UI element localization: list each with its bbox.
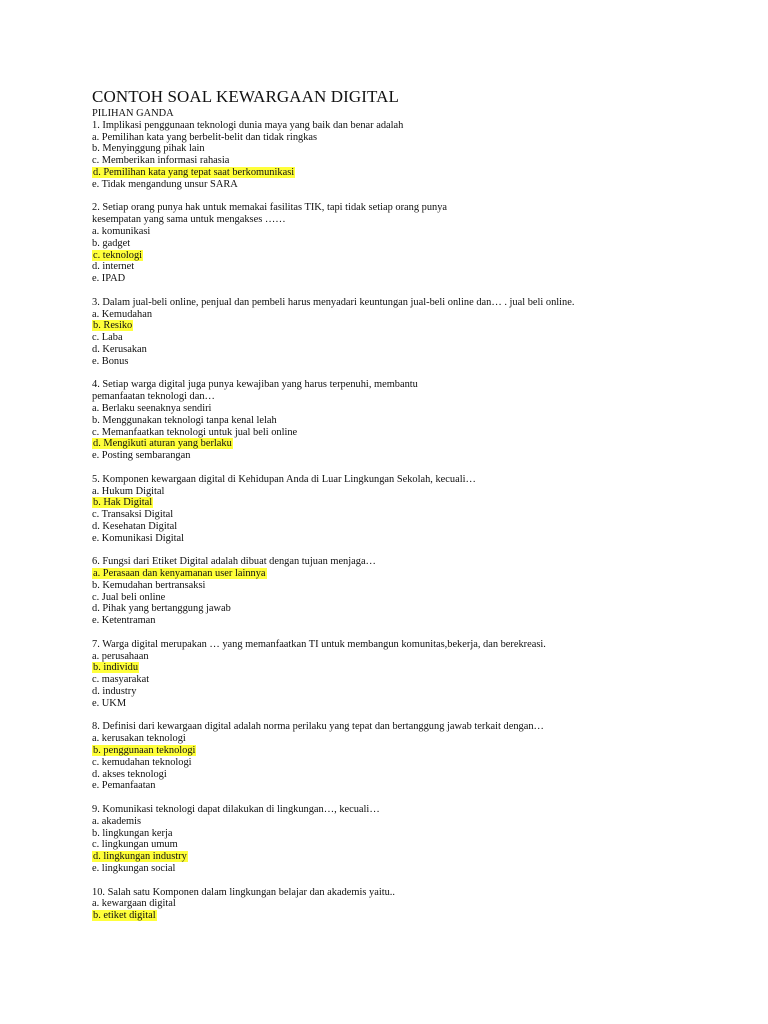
- question-text: pemanfaatan teknologi dan…: [92, 391, 215, 403]
- answer-option-text: c. Jual beli online: [92, 591, 166, 603]
- answer-option: [92, 155, 732, 167]
- answer-option-text: b. lingkungan kerja: [92, 827, 173, 839]
- answer-option: [92, 828, 732, 840]
- answer-option-text: e. UKM: [92, 697, 127, 709]
- answer-option: [92, 403, 732, 415]
- answer-option: [92, 698, 732, 710]
- answer-option-text: b. gadget: [92, 237, 131, 249]
- question-text: 8. Definisi dari kewargaan digital adalah norma perilaku yang tepat dan bertanggung jawab terkait dengan…: [92, 721, 544, 733]
- answer-option: [92, 415, 732, 427]
- answer-option: [92, 344, 732, 356]
- document-page: [92, 86, 732, 934]
- answer-option: [92, 179, 732, 191]
- answer-option-text: e. lingkungan social: [92, 863, 176, 874]
- answer-option: [92, 261, 732, 273]
- answer-option: [92, 226, 732, 238]
- answer-option-text: c. Memberikan informasi rahasia: [92, 155, 230, 167]
- answer-option-text: a. Pemilihan kata yang berbelit-belit dan tidak ringkas: [92, 131, 318, 143]
- question-item: [92, 639, 732, 710]
- question-text: 9. Komunikasi teknologi dapat dilakukan di lingkungan…, kecuali…: [92, 804, 380, 816]
- answer-option-text: e. Tidak mengandung unsur SARA: [92, 178, 238, 190]
- answer-option-text: e. IPAD: [92, 273, 126, 285]
- answer-option-text: b. Menyinggung pihak lain: [92, 143, 205, 155]
- answer-option-text: c. Memanfaatkan teknologi untuk jual beli online: [92, 426, 298, 438]
- answer-option-highlighted: b. etiket digital: [93, 910, 156, 922]
- answer-option: [92, 674, 732, 686]
- answer-option: [92, 603, 732, 615]
- answer-option-text: d. Kerusakan: [92, 343, 147, 355]
- answer-option-text: a. perusahaan: [92, 650, 149, 662]
- answer-option-text: d. industry: [92, 686, 137, 698]
- answer-option: [92, 427, 732, 439]
- answer-option-highlighted: b. Resiko: [93, 320, 133, 332]
- answer-option: [92, 686, 732, 698]
- answer-option-text: e. Ketentraman: [92, 615, 156, 627]
- answer-option: [92, 250, 732, 262]
- answer-option: [92, 769, 732, 781]
- question-item: [92, 297, 732, 368]
- answer-option: [92, 273, 732, 285]
- answer-option-text: a. komunikasi: [92, 225, 151, 237]
- question-item: [92, 804, 732, 875]
- answer-option-highlighted: d. Pemilihan kata yang tepat saat berkomunikasi: [93, 166, 295, 178]
- answer-option: [92, 651, 732, 663]
- question-text: kesempatan yang sama untuk mengakses ……: [92, 214, 286, 226]
- answer-option: [92, 733, 732, 745]
- question-item: [92, 887, 732, 922]
- answer-option: [92, 615, 732, 627]
- answer-option: [92, 438, 732, 450]
- question-list: [92, 120, 732, 922]
- answer-option-highlighted: b. individu: [93, 662, 139, 674]
- answer-option: [92, 745, 732, 757]
- answer-option: [92, 356, 732, 368]
- answer-option-text: e. Komunikasi Digital: [92, 532, 185, 544]
- answer-option-text: d. akses teknologi: [92, 768, 167, 780]
- answer-option: [92, 863, 732, 875]
- answer-option-text: d. Pihak yang bertanggung jawab: [92, 603, 231, 615]
- answer-option: [92, 839, 732, 851]
- answer-option: [92, 509, 732, 521]
- answer-option: [92, 592, 732, 604]
- answer-option-text: c. masyarakat: [92, 674, 150, 686]
- answer-option-text: c. Laba: [92, 332, 123, 344]
- answer-option-text: d. internet: [92, 261, 135, 273]
- answer-option: [92, 320, 732, 332]
- question-item: [92, 721, 732, 792]
- answer-option-text: a. kerusakan teknologi: [92, 733, 186, 745]
- question-text: 7. Warga digital merupakan … yang memanfaatkan TI untuk membangun komunitas,bekerja, dan berekreasi.: [92, 638, 546, 650]
- answer-option-highlighted: b. Hak Digital: [93, 497, 153, 509]
- answer-option-highlighted: c. teknologi: [93, 249, 143, 261]
- document-title: CONTOH SOAL KEWARGAAN DIGITAL: [92, 87, 400, 106]
- answer-option: [92, 568, 732, 580]
- answer-option: [92, 486, 732, 498]
- answer-option-highlighted: d. Mengikuti aturan yang berlaku: [93, 438, 232, 450]
- answer-option-text: a. Hukum Digital: [92, 485, 165, 497]
- question-text: 2. Setiap orang punya hak untuk memakai fasilitas TIK, tapi tidak setiap orang punya: [92, 202, 448, 214]
- answer-option-text: b. Menggunakan teknologi tanpa kenal lelah: [92, 414, 277, 426]
- answer-option-text: e. Posting sembarangan: [92, 450, 191, 462]
- answer-option: [92, 238, 732, 250]
- question-text: 6. Fungsi dari Etiket Digital adalah dibuat dengan tujuan menjaga…: [92, 556, 376, 568]
- answer-option-text: d. Kesehatan Digital: [92, 520, 178, 532]
- question-item: [92, 120, 732, 191]
- answer-option: [92, 497, 732, 509]
- answer-option: [92, 851, 732, 863]
- answer-option-text: c. lingkungan umum: [92, 839, 178, 851]
- answer-option: [92, 533, 732, 545]
- answer-option-text: c. kemudahan teknologi: [92, 756, 192, 768]
- answer-option: [92, 132, 732, 144]
- answer-option-highlighted: a. Perasaan dan kenyamanan user lainnya: [93, 568, 266, 580]
- question-text: 1. Implikasi penggunaan teknologi dunia maya yang baik dan benar adalah: [92, 119, 404, 131]
- answer-option-text: b. Kemudahan bertransaksi: [92, 579, 206, 591]
- answer-option-text: e. Bonus: [92, 355, 129, 367]
- answer-option: [92, 332, 732, 344]
- section-subtitle: PILIHAN GANDA: [92, 108, 174, 119]
- question-text: 10. Salah satu Komponen dalam lingkungan belajar dan akademis yaitu..: [92, 886, 395, 898]
- answer-option: [92, 521, 732, 533]
- question-text: 4. Setiap warga digital juga punya kewajiban yang harus terpenuhi, membantu: [92, 379, 418, 391]
- answer-option: [92, 780, 732, 792]
- answer-option-text: a. Berlaku seenaknya sendiri: [92, 402, 212, 414]
- answer-option: [92, 910, 732, 922]
- answer-option-text: a. Kemudahan: [92, 308, 153, 320]
- answer-option-text: a. kewargaan digital: [92, 898, 176, 910]
- answer-option-highlighted: d. lingkungan industry: [93, 851, 187, 863]
- answer-option: [92, 450, 732, 462]
- question-item: [92, 379, 732, 462]
- answer-option: [92, 167, 732, 179]
- answer-option-text: e. Pemanfaatan: [92, 780, 156, 792]
- answer-option: [92, 898, 732, 910]
- question-item: [92, 474, 732, 545]
- answer-option: [92, 143, 732, 155]
- question-text: 5. Komponen kewargaan digital di Kehidupan Anda di Luar Lingkungan Sekolah, kecuali…: [92, 473, 476, 485]
- question-text: 3. Dalam jual-beli online, penjual dan pembeli harus menyadari keuntungan jual-beli online dan… . jual beli online.: [92, 296, 575, 308]
- question-item: [92, 556, 732, 627]
- answer-option: [92, 662, 732, 674]
- answer-option: [92, 580, 732, 592]
- answer-option: [92, 309, 732, 321]
- answer-option-text: a. akademis: [92, 815, 142, 827]
- answer-option: [92, 816, 732, 828]
- question-item: [92, 202, 732, 285]
- answer-option-text: c. Transaksi Digital: [92, 509, 174, 521]
- answer-option: [92, 757, 732, 769]
- answer-option-highlighted: b. penggunaan teknologi: [93, 745, 196, 757]
